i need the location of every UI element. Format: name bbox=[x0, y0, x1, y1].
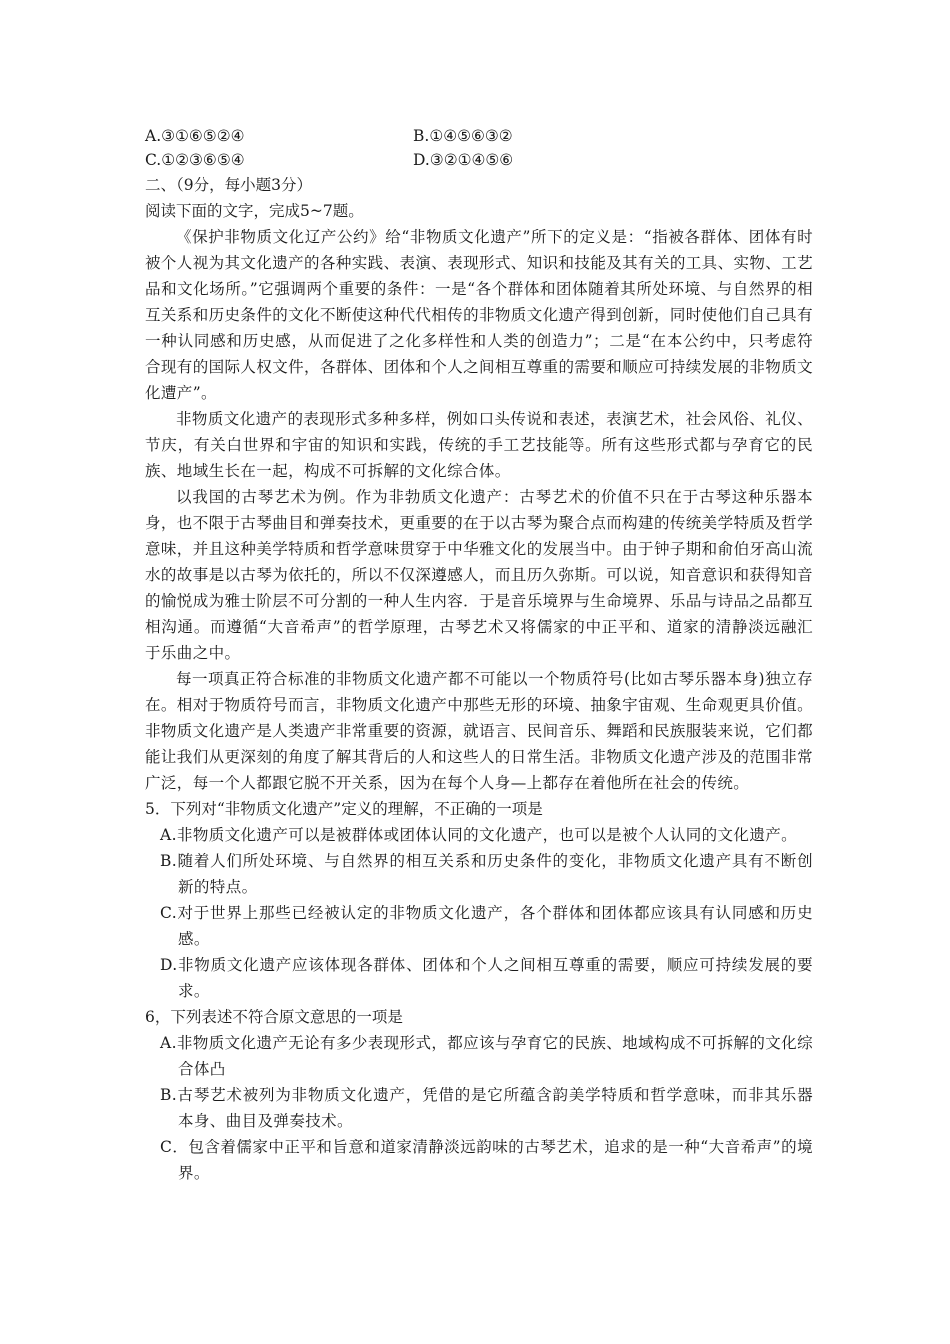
question-5-stem: 5．下列对“非物质文化遗产”定义的理解，不正确的一项是 bbox=[145, 800, 543, 818]
question-5-choice-c: C.对于世界上那些已经被认定的非物质文化遗产，各个群体和团体都应该具有认同感和历史感。 bbox=[160, 904, 813, 948]
previous-options-row-2 bbox=[145, 148, 813, 172]
question-5-choice-d: D.非物质文化遗产应该体现各群体、团体和个人之间相互尊重的需要，顺应可持续发展的要求。 bbox=[160, 956, 813, 1000]
question-5-choice-b: B.随着人们所处环境、与自然界的相互关系和历史条件的变化，非物质文化遗产具有不断创新的特点。 bbox=[160, 852, 813, 896]
passage-paragraph-4: 每一项真正符合标准的非物质文化遗产都不可能以一个物质符号(比如古琴乐器本身)独立存在。相对于物质符号而言，非物质文化遗产中那些无形的环境、抽象宇宙观、生命观更具价值。非物质文化遗产是人类遗产非常重要的资源，就语言、民间音乐、舞蹈和民族服装来说，它们都能让我们从更深刻的角度了解其背后的人和这些人的日常生活。非物质文化遗产涉及的范围非常广泛，每一个人都跟它脱不开关系，因为在每个人身—上都存在着他所在社会的传统。 bbox=[145, 670, 813, 792]
question-5-choice-a: A.非物质文化遗产可以是被群体或团体认同的文化遗产，也可以是被个人认同的文化遗产。 bbox=[160, 826, 798, 844]
passage-paragraph-3: 以我国的古琴艺术为例。作为非勃质文化遗产：古琴艺术的价值不只在于古琴这种乐器本身，也不限于古琴曲目和弹奏技术，更重要的在于以古琴为聚合点而构建的传统美学特质及哲学意味，并且这种美学特质和哲学意味贯穿于中华雅文化的发展当中。由于钟子期和俞伯牙高山流水的故事是以古琴为依托的，所以不仅深遵感人，而且历久弥斯。可以说，知音意识和获得知音的愉悦成为雅士阶层不可分割的一种人生内容．于是音乐境界与生命境界、乐品与诗品之品都互相沟通。而遵循“大音希声”的哲学原理，古琴艺术又将儒家的中正平和、道家的清静淡远融汇于乐曲之中。 bbox=[145, 488, 813, 662]
passage-paragraph-1: 《保护非物质文化辽产公约》给“非物质文化遗产”所下的定义是：“指被各群体、团体有时被个人视为其文化遗产的各种实践、表演、表现形式、知识和技能及其有关的工具、实物、工艺品和文化场所。”它强调两个重要的条件：一是“各个群体和团体随着其所处环境、与自然界的相互关系和历史条件的文化不断使这种代代相传的非物质文化遗产得到创新，同时使他们自己具有一种认同感和历史感，从而促进了之化多样性和人类的创造力”；二是“在本公约中，只考虑符合现有的国际人权文件，各群体、团体和个人之间相互尊重的需要和顺应可持续发展的非物质文化遭产”。 bbox=[145, 228, 813, 402]
option-b: B.①④⑤⑥③② bbox=[413, 127, 513, 145]
question-6-choice-a: A.非物质文化遗产无论有多少表现形式，都应该与孕育它的民族、地域构成不可拆解的文化综合体凸 bbox=[160, 1034, 813, 1078]
option-a: A.③①⑥⑤②④ bbox=[145, 127, 245, 145]
option-d: D.③②①④⑤⑥ bbox=[413, 151, 514, 169]
question-6-choice-c: C．包含着儒家中正平和旨意和道家清静淡远韵味的古琴艺术，追求的是一种“大音希声”的境界。 bbox=[160, 1138, 813, 1182]
section-heading: 二、（9分，每小题3分） bbox=[145, 176, 312, 194]
passage-paragraph-2: 非物质文化遗产的表现形式多种多样，例如口头传说和表述，表演艺术，社会风俗、礼仪、节庆，有关白世界和宇宙的知识和实践，传统的手工艺技能等。所有这些形式都与孕育它的民族、地域生长在一起，构成不可拆解的文化综合体。 bbox=[145, 410, 813, 480]
reading-instruction: 阅读下面的文字，完成5~7题。 bbox=[145, 202, 364, 220]
question-6-choice-b: B.古琴艺术被列为非物质文化遗产，凭借的是它所蕴含韵美学特质和哲学意味，而非其乐器本身、曲目及弹奏技术。 bbox=[160, 1086, 813, 1130]
option-c: C.①②③⑥⑤④ bbox=[145, 151, 245, 169]
exam-page bbox=[145, 124, 813, 1186]
question-6-stem: 6，下列表述不符合原文意思的一项是 bbox=[145, 1008, 403, 1026]
previous-options-row-1 bbox=[145, 124, 813, 148]
